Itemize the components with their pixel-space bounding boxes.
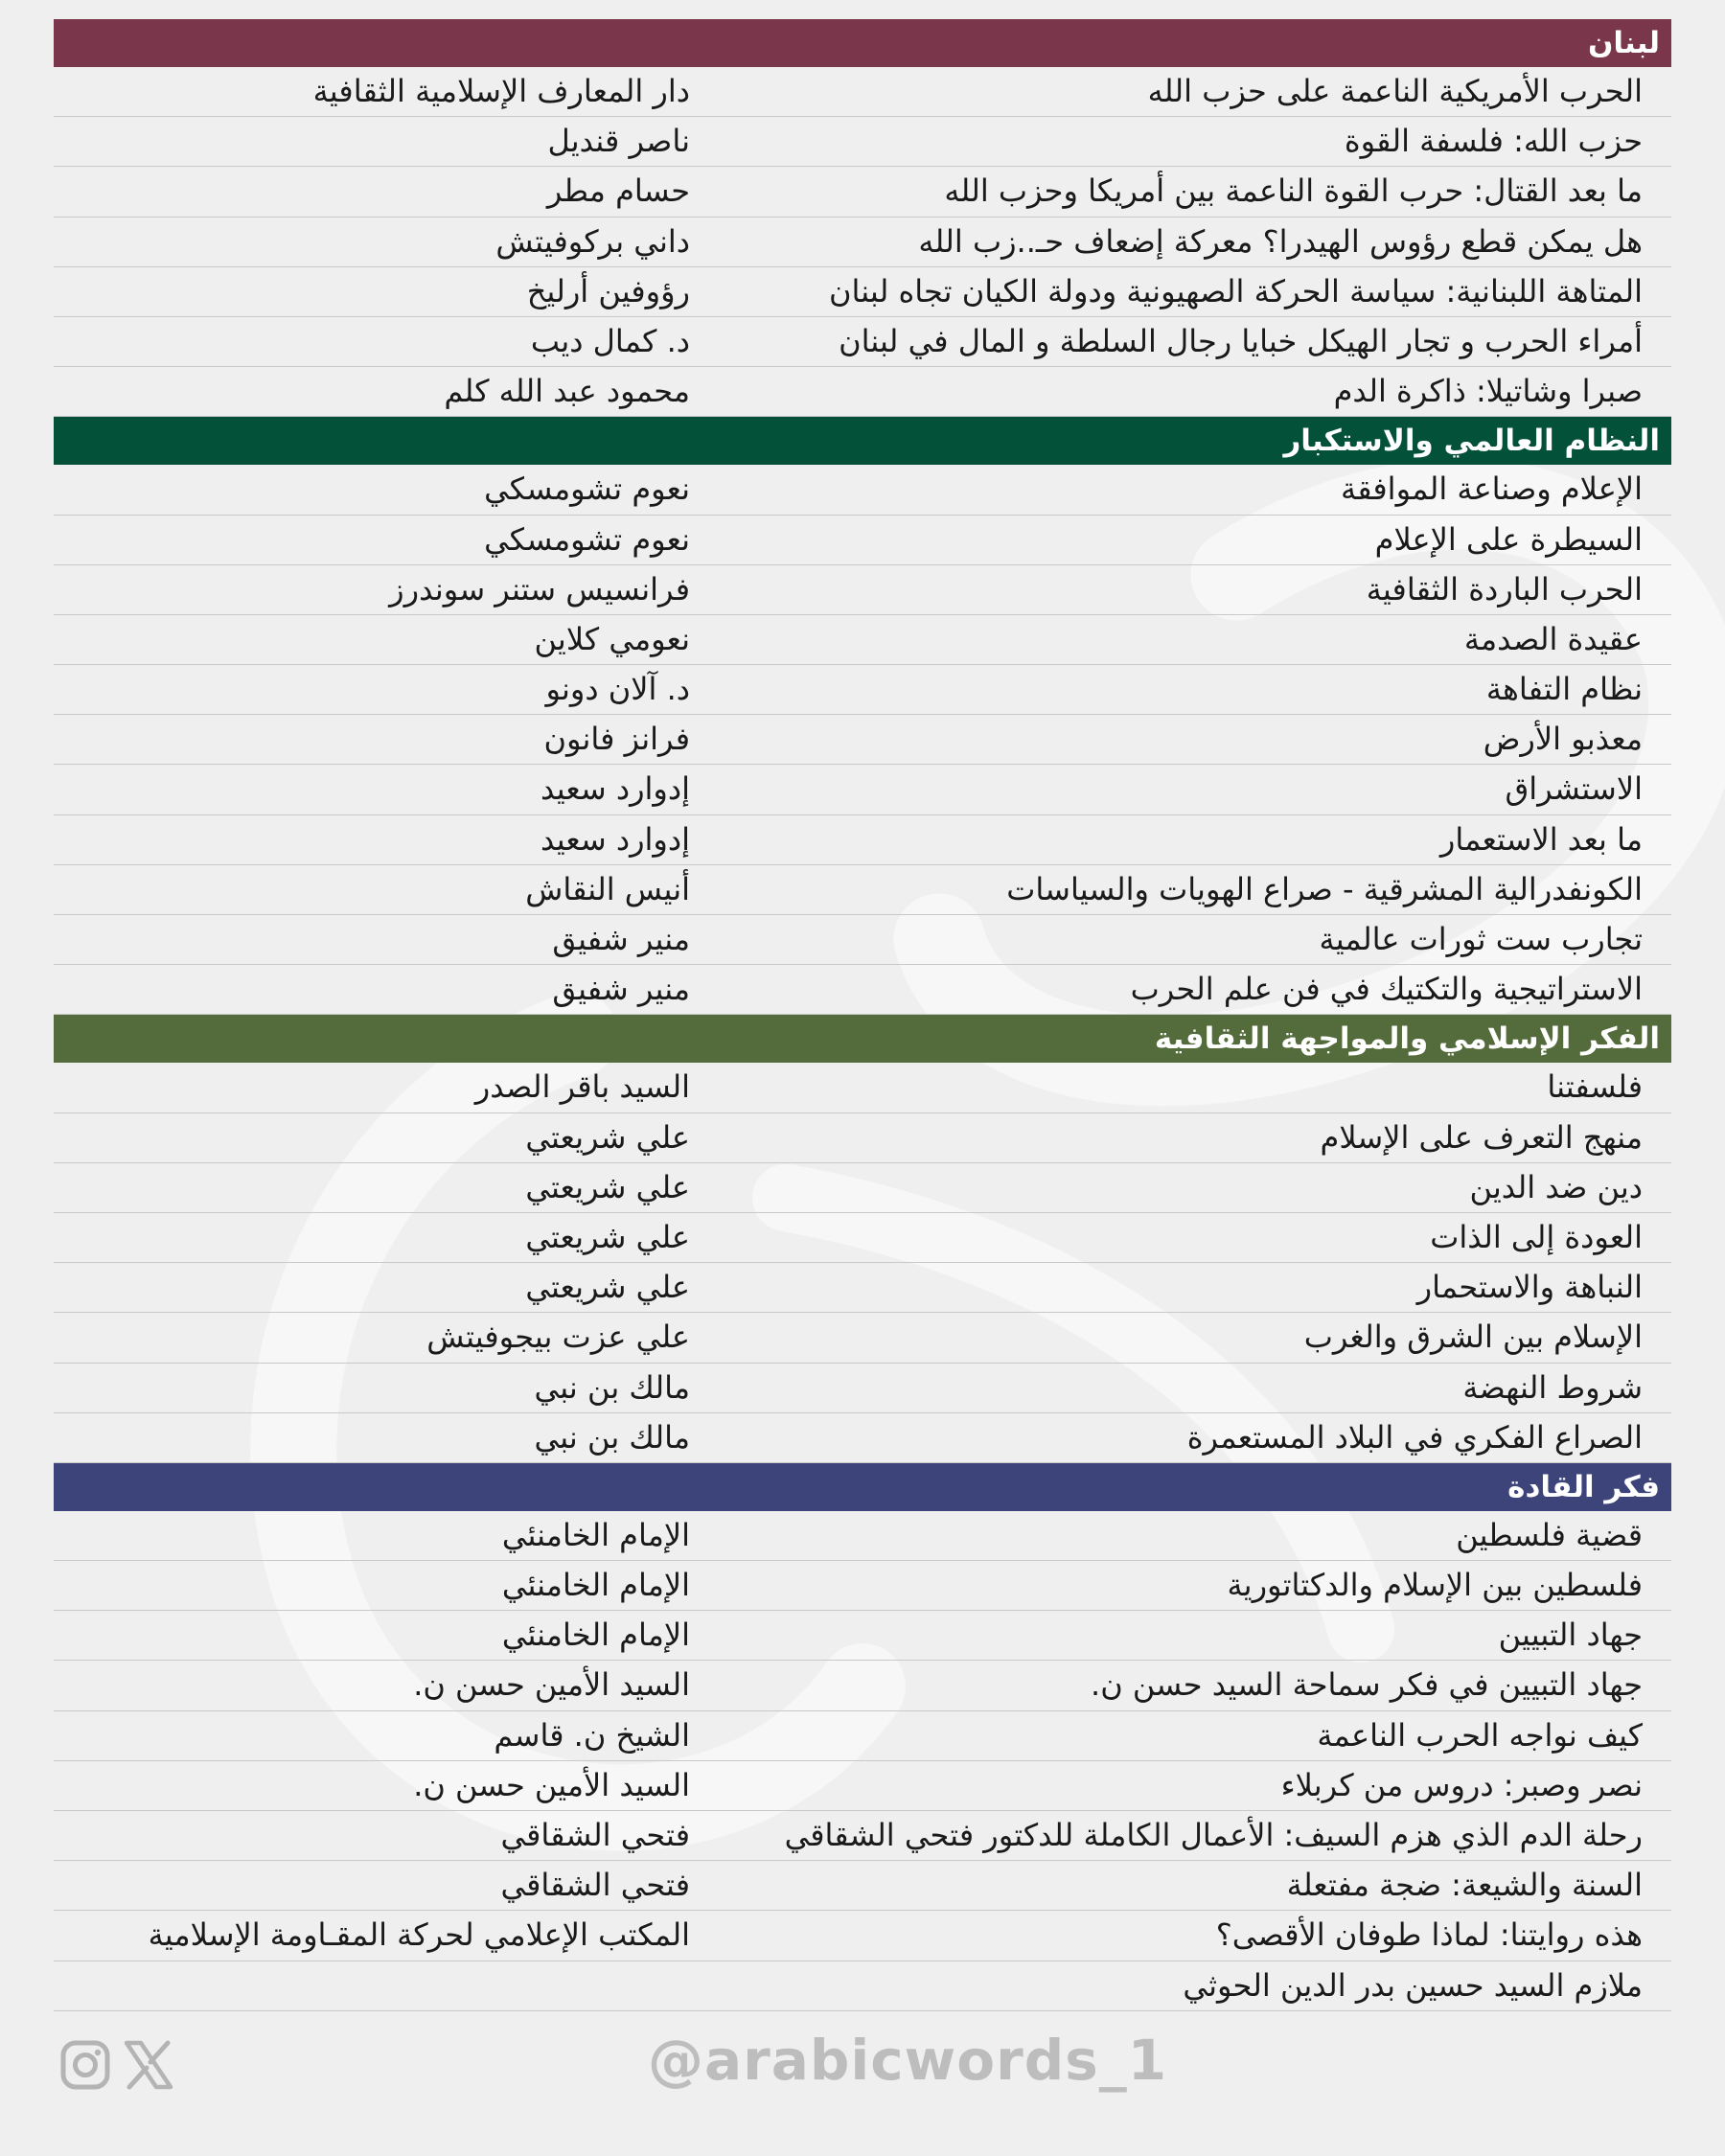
book-row bbox=[54, 615, 1671, 665]
book-title: كيف نواجه الحرب الناعمة bbox=[1317, 1716, 1643, 1754]
book-row bbox=[54, 67, 1671, 117]
book-row bbox=[54, 367, 1671, 417]
book-title: الإسلام بين الشرق والغرب bbox=[1303, 1319, 1643, 1356]
book-list bbox=[54, 19, 1671, 2011]
book-title: ملازم السيد حسين بدر الدين الحوثي bbox=[1183, 1966, 1643, 2004]
book-row bbox=[54, 267, 1671, 317]
book-author: حسام مطر bbox=[546, 172, 690, 210]
book-title: معذبو الأرض bbox=[1483, 721, 1643, 758]
book-row bbox=[54, 167, 1671, 217]
book-author: مالك بن نبي bbox=[534, 1418, 690, 1456]
book-title: دين ضد الدين bbox=[1469, 1168, 1643, 1205]
book-title: نصر وصبر: دروس من كربلاء bbox=[1280, 1766, 1643, 1803]
book-row bbox=[54, 1511, 1671, 1561]
book-author: داني بركوفيتش bbox=[495, 222, 690, 260]
book-title: هذه روايتنا: لماذا طوفان الأقصى؟ bbox=[1215, 1916, 1643, 1954]
book-title: فلسطين بين الإسلام والدكتاتورية bbox=[1227, 1567, 1643, 1604]
book-row bbox=[54, 117, 1671, 167]
book-author: مالك بن نبي bbox=[534, 1368, 690, 1406]
book-row bbox=[54, 1611, 1671, 1661]
book-row bbox=[54, 1711, 1671, 1761]
book-author: دار المعارف الإسلامية الثقافية bbox=[312, 73, 690, 109]
book-author: منير شفيق bbox=[552, 921, 690, 957]
book-row bbox=[54, 1911, 1671, 1961]
book-row bbox=[54, 1961, 1671, 2011]
book-title: النباهة والاستحمار bbox=[1416, 1269, 1643, 1306]
book-author: السيد باقر الصدر bbox=[474, 1068, 690, 1106]
book-title: فلسفتنا bbox=[1547, 1068, 1643, 1106]
book-title: حزب الله: فلسفة القوة bbox=[1344, 123, 1643, 160]
book-author: إدوارد سعيد bbox=[540, 820, 690, 858]
book-author: رؤوفين أرليخ bbox=[526, 272, 690, 310]
book-row bbox=[54, 915, 1671, 965]
book-row bbox=[54, 1113, 1671, 1163]
book-title: هل يمكن قطع رؤوس الهيدرا؟ معركة إضعاف حـ..زب الله bbox=[918, 222, 1643, 260]
book-author: إدوارد سعيد bbox=[540, 770, 690, 808]
book-row bbox=[54, 1063, 1671, 1112]
book-title: منهج التعرف على الإسلام bbox=[1320, 1118, 1643, 1156]
book-row bbox=[54, 465, 1671, 515]
book-row bbox=[54, 1213, 1671, 1263]
book-title: الاستشراق bbox=[1505, 770, 1643, 808]
book-author: المكتب الإعلامي لحركة المقـاومة الإسلامية bbox=[148, 1916, 690, 1954]
book-author: علي شريعتي bbox=[525, 1269, 690, 1306]
book-row bbox=[54, 218, 1671, 267]
section-header: الفكر الإسلامي والمواجهة الثقافية bbox=[54, 1015, 1671, 1063]
book-title: نظام التفاهة bbox=[1485, 671, 1643, 708]
book-title: السيطرة على الإعلام bbox=[1374, 520, 1643, 558]
section-header: النظام العالمي والاستكبار bbox=[54, 417, 1671, 465]
book-title: الكونفدرالية المشرقية - صراع الهويات والسياسات bbox=[1006, 870, 1643, 907]
book-author: نعوم تشومسكي bbox=[484, 520, 690, 558]
book-author: فتحي الشقاقي bbox=[500, 1817, 690, 1853]
book-row bbox=[54, 1263, 1671, 1313]
book-title: ما بعد القتال: حرب القوة الناعمة بين أمريكا وحزب الله bbox=[944, 172, 1643, 210]
book-author: علي شريعتي bbox=[525, 1168, 690, 1205]
book-row bbox=[54, 516, 1671, 565]
x-logo-icon[interactable] bbox=[123, 2039, 174, 2091]
book-title: صبرا وشاتيلا: ذاكرة الدم bbox=[1333, 373, 1643, 410]
book-row bbox=[54, 715, 1671, 765]
book-title: جهاد التبيين bbox=[1498, 1617, 1643, 1654]
book-author: الإمام الخامنئي bbox=[501, 1516, 690, 1553]
book-author: فرانز فانون bbox=[543, 721, 690, 758]
instagram-icon[interactable] bbox=[59, 2039, 111, 2091]
book-title: الحرب الأمريكية الناعمة على حزب الله bbox=[1147, 73, 1643, 109]
book-author: محمود عبد الله كلم bbox=[444, 373, 690, 410]
book-title: الإعلام وصناعة الموافقة bbox=[1341, 470, 1643, 508]
book-author: الشيخ ن. قاسم bbox=[494, 1716, 690, 1754]
book-title: تجارب ست ثورات عالمية bbox=[1319, 921, 1643, 957]
book-author: السيد الأمين حسن ن. bbox=[413, 1666, 690, 1704]
book-author: علي شريعتي bbox=[525, 1118, 690, 1156]
book-row bbox=[54, 1313, 1671, 1363]
book-author: ناصر قنديل bbox=[547, 123, 690, 160]
book-author: نعومي كلاين bbox=[534, 620, 690, 657]
book-row bbox=[54, 317, 1671, 367]
book-author: فتحي الشقاقي bbox=[500, 1867, 690, 1904]
book-title: الحرب الباردة الثقافية bbox=[1366, 570, 1643, 608]
book-row bbox=[54, 1661, 1671, 1710]
book-author: نعوم تشومسكي bbox=[484, 470, 690, 508]
book-title: عقيدة الصدمة bbox=[1463, 620, 1643, 657]
book-title: رحلة الدم الذي هزم السيف: الأعمال الكاملة للدكتور فتحي الشقاقي bbox=[784, 1817, 1643, 1853]
book-row bbox=[54, 765, 1671, 814]
book-row bbox=[54, 1761, 1671, 1811]
footer bbox=[0, 2028, 1725, 2093]
book-title: الصراع الفكري في البلاد المستعمرة bbox=[1186, 1418, 1643, 1456]
book-row bbox=[54, 1364, 1671, 1413]
book-row bbox=[54, 565, 1671, 615]
book-row bbox=[54, 1811, 1671, 1861]
book-row bbox=[54, 965, 1671, 1015]
book-author: الإمام الخامنئي bbox=[501, 1617, 690, 1654]
book-author: الإمام الخامنئي bbox=[501, 1567, 690, 1604]
book-title: قضية فلسطين bbox=[1456, 1516, 1643, 1553]
book-author: علي شريعتي bbox=[525, 1218, 690, 1255]
book-title: شروط النهضة bbox=[1462, 1368, 1643, 1406]
section-header: فكر القادة bbox=[54, 1463, 1671, 1511]
book-row bbox=[54, 865, 1671, 915]
book-author: أنيس النقاش bbox=[525, 870, 690, 907]
book-title: ما بعد الاستعمار bbox=[1439, 820, 1643, 858]
book-title: جهاد التبيين في فكر سماحة السيد حسن ن. bbox=[1091, 1666, 1643, 1704]
book-author: د. كمال ديب bbox=[530, 322, 690, 359]
book-author: علي عزت بيجوفيتش bbox=[426, 1319, 690, 1356]
book-row bbox=[54, 815, 1671, 865]
book-author: منير شفيق bbox=[552, 971, 690, 1008]
book-title: العودة إلى الذات bbox=[1430, 1218, 1643, 1255]
book-author: د. آلان دونو bbox=[545, 671, 690, 708]
book-row bbox=[54, 1413, 1671, 1463]
book-title: السنة والشيعة: ضجة مفتعلة bbox=[1286, 1867, 1643, 1904]
book-row bbox=[54, 1561, 1671, 1611]
book-author: فرانسيس ستنر سوندرز bbox=[389, 570, 690, 608]
section-header: لبنان bbox=[54, 19, 1671, 67]
book-row bbox=[54, 1861, 1671, 1911]
book-author: السيد الأمين حسن ن. bbox=[413, 1766, 690, 1803]
book-title: أمراء الحرب و تجار الهيكل خبايا رجال السلطة و المال في لبنان bbox=[839, 322, 1643, 359]
book-title: الاستراتيجية والتكتيك في فن علم الحرب bbox=[1130, 971, 1643, 1008]
book-row bbox=[54, 1163, 1671, 1213]
book-title: المتاهة اللبنانية: سياسة الحركة الصهيونية ودولة الكيان تجاه لبنان bbox=[829, 272, 1643, 310]
book-row bbox=[54, 665, 1671, 715]
social-handle: @arabicwords_1 bbox=[648, 2028, 1168, 2093]
